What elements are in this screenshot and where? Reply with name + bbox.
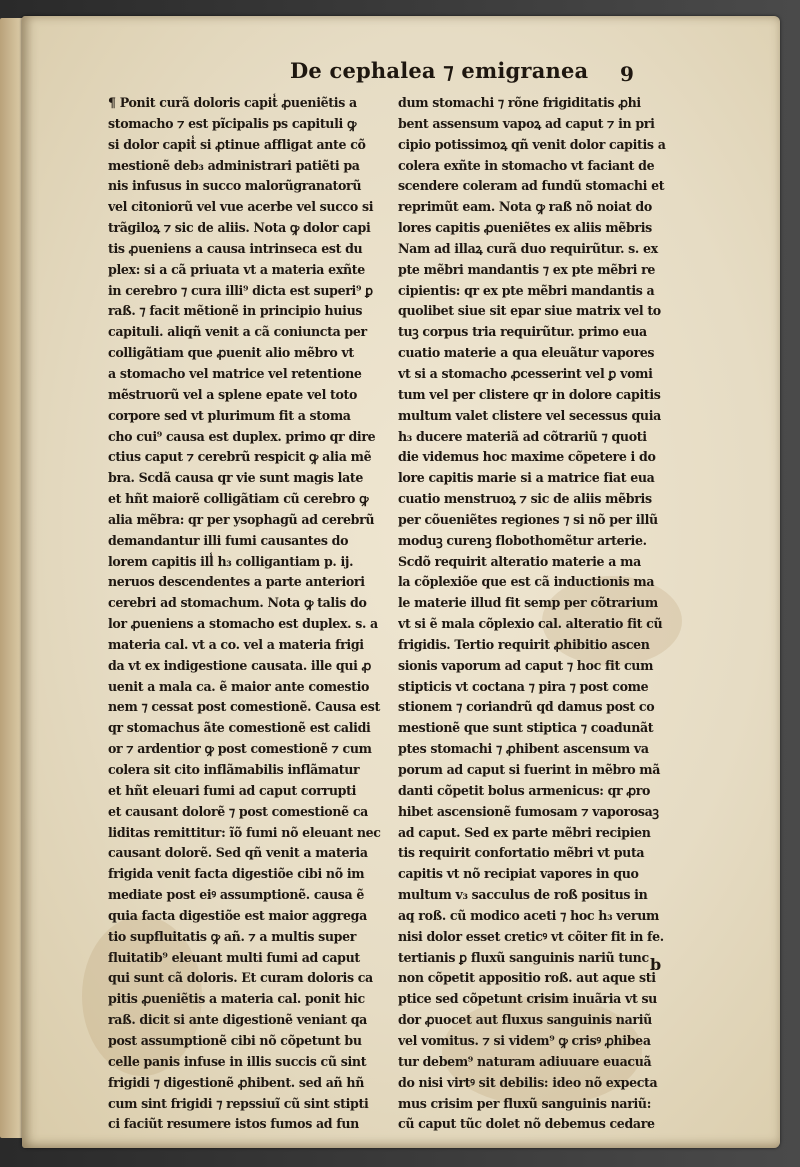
text-line: ptes stomachi ⁊ ꝓhibent ascensum va <box>398 741 649 757</box>
text-line: dor ꝓuocet aut fluxus sanguinis nariũ <box>398 1012 652 1028</box>
text-line: pitis ꝓueniẽtis a materia cal. ponit hic <box>108 991 365 1007</box>
text-line: liditas remittitur: ĩõ fumi nõ eleuant nec <box>108 824 381 840</box>
text-line: colligãtiam que ꝓuenit alio mẽbro vt <box>108 345 354 361</box>
text-line: vt si ẽ mala cõplexio cal. alteratio fit cũ <box>398 616 663 632</box>
text-line: et hñt maiorẽ colligãtiam cũ cerebro ꝙ <box>108 491 369 507</box>
text-line: uenit a mala ca. ẽ maior ante comestio <box>108 678 370 694</box>
text-line: non cõpetit appositio roß. aut aque sti <box>398 970 656 986</box>
text-line: bent assensum vapoꝝ ad caput ⁊ in pri <box>398 115 655 131</box>
text-line: frigidis. Tertio requirit ꝓhibitio ascen <box>398 636 650 652</box>
text-line: nisi dolor esset creticꝰ vt cõiter fit in fe. <box>398 928 664 944</box>
text-line: Nam ad illaꝝ curã duo requirũtur. s. ex <box>398 240 658 256</box>
text-line: die videmus hoc maxime cõpetere i do <box>398 449 656 465</box>
text-line: capituli. aliqñ venit a cã coniuncta per <box>108 324 367 340</box>
text-line: quolibet siue sit epar siue matrix vel to <box>398 303 661 319</box>
text-line: et causant dolorẽ ⁊ post comestionẽ ca <box>108 803 368 819</box>
text-line: stomacho ⁊ est pĩcipalis ps capituli ꝙ <box>108 115 357 131</box>
text-line: reprimũt eam. Nota ꝙ raß nõ noiat do <box>398 199 652 215</box>
text-line: in cerebro ⁊ cura illi⁹ dicta est superi⁹ ꝑ <box>108 282 373 298</box>
text-line: do nisi virtꝰ sit debilis: ideo nõ expecta <box>398 1074 658 1090</box>
text-line: raß. ⁊ facit mẽtionẽ in principio huius <box>108 303 363 319</box>
text-line: Scdõ requirit alteratio materie a ma <box>398 553 641 569</box>
text-line: causant dolorẽ. Sed qñ venit a materia <box>108 845 368 861</box>
text-line: mediate post eiꝰ assumptionẽ. causa ẽ <box>108 887 365 903</box>
text-line: et hñt eleuari fumi ad caput corrupti <box>108 782 357 798</box>
text-line: cũ caput tũc dolet nõ debemus cedare <box>398 1116 655 1132</box>
text-line: post assumptionẽ cibi nõ cõpetunt bu <box>108 1032 362 1048</box>
text-line: tertianis ꝑ fluxũ sanguinis nariũ tunc <box>398 949 649 965</box>
text-line: colera sit cito inflãmabilis inflãmatur <box>108 762 360 777</box>
text-line: ¶ Ponit curã doloris capit̾ ꝓueniẽtis a <box>108 95 357 110</box>
text-line: cum sint frigidi ⁊ repssiuĩ cũ sint stipti <box>108 1095 369 1111</box>
text-line: fluitatib⁹ eleuant multi fumi ad caput <box>108 949 360 965</box>
text-line: cuatio materie a qua eleuãtur vapores <box>398 345 655 361</box>
text-line: capitis vt nõ recipiat vapores in quo <box>398 866 639 882</box>
text-line: ci faciũt resumere istos fumos ad fun <box>108 1116 359 1132</box>
text-line: tio supfluitatis ꝙ añ. ⁊ a multis super <box>108 928 357 944</box>
text-line: nem ⁊ cessat post comestionẽ. Causa est <box>108 699 380 715</box>
text-line: qui sunt cã doloris. Et curam doloris ca <box>108 970 373 986</box>
text-line: la cõplexiõe que est cã inductionis ma <box>398 574 655 590</box>
text-line: bra. Scdã causa qr vie sunt magis late <box>108 470 364 486</box>
text-line: qr stomachus ãte comestionẽ est calidi <box>108 720 371 736</box>
text-line: ad caput. Sed ex parte mẽbri recipien <box>398 824 651 840</box>
text-line: trãgiloꝝ ⁊ sic de aliis. Nota ꝙ dolor capi <box>108 220 371 236</box>
text-line: tis ꝓueniens a causa intrinseca est du <box>108 240 363 256</box>
text-line: cho cui⁹ causa est duplex. primo qr dire <box>108 428 376 444</box>
folio-number: 9 <box>620 62 634 86</box>
text-line: celle panis infuse in illis succis cũ sint <box>108 1053 367 1069</box>
text-line: neruos descendentes a parte anteriori <box>108 574 365 590</box>
text-column-left <box>108 93 390 1135</box>
text-line: cipientis: qr ex pte mẽbri mandantis a <box>398 282 655 298</box>
text-line: lorem capitis ill̾ h₃ colligantiam p. ij. <box>108 553 354 569</box>
text-line: frigidi ⁊ digestionẽ ꝓhibent. sed añ hñ <box>108 1074 365 1090</box>
text-line: colera exñte in stomacho vt faciant de <box>398 157 655 173</box>
text-line: or ⁊ ardentior ꝙ post comestionẽ ⁊ cum <box>108 741 372 757</box>
text-line: pte mẽbri mandantis ⁊ ex pte mẽbri re <box>398 261 656 277</box>
text-line: per cõueniẽtes regiones ⁊ si nõ per illũ <box>398 511 658 527</box>
text-line: cerebri ad stomachum. Nota ꝙ talis do <box>108 595 367 611</box>
text-line: frigida venit facta digestiõe cibi nõ im <box>108 866 365 882</box>
text-line: raß. dicit si ante digestionẽ veniant qa <box>108 1012 367 1028</box>
text-line: scendere coleram ad fundũ stomachi et <box>398 178 665 194</box>
text-line: mẽstruorũ vel a splene epate vel toto <box>108 386 358 402</box>
text-line: ctius caput ⁊ cerebrũ respicit ꝙ alia mẽ <box>108 449 372 465</box>
text-line: ptice sed cõpetunt crisim inuãria vt su <box>398 991 657 1007</box>
text-line: hibet ascensionẽ fumosam ⁊ vaporosaꝫ <box>398 803 659 819</box>
text-line: multum v₃ sacculus de roß positus in <box>398 887 648 903</box>
text-line: cuatio menstruoꝝ ⁊ sic de aliis mẽbris <box>398 491 652 507</box>
text-line: tuꝫ corpus tria requirũtur. primo eua <box>398 324 647 340</box>
text-line: danti cõpetit bolus armenicus: qr ꝓro <box>398 782 651 798</box>
text-line: lore capitis marie si a matrice fiat eua <box>398 470 655 486</box>
text-line: porum ad caput si fuerint in mẽbro mã <box>398 762 661 777</box>
text-line: tum vel per clistere qr in dolore capitis <box>398 386 661 402</box>
text-line: nis infusus in succo malorũgranatorũ <box>108 178 362 194</box>
text-line: vel vomitus. ⁊ si videm⁹ ꝙ crisꝰ ꝓhibea <box>398 1032 651 1048</box>
text-line: tur debem⁹ naturam adiuuare euacuã <box>398 1053 652 1069</box>
running-head: De cephalea ⁊ emigranea <box>290 58 589 83</box>
text-line: stionem ⁊ coriandrũ qd damus post co <box>398 699 655 715</box>
text-line: aq roß. cũ modico aceti ⁊ hoc h₃ verum <box>398 907 659 923</box>
text-line: sionis vaporum ad caput ⁊ hoc fit cum <box>398 657 654 673</box>
text-line: stipticis vt coctana ⁊ pira ⁊ post come <box>398 678 649 694</box>
text-line: demandantur illi fumi causantes do <box>108 532 349 548</box>
text-line: mus crisim per fluxũ sanguinis nariũ: <box>398 1095 652 1111</box>
text-line: vt si a stomacho ꝓcesserint vel ꝑ vomi <box>398 365 653 381</box>
text-line: alia mẽbra: qr per ysophagũ ad cerebrũ <box>108 511 375 527</box>
text-column-right <box>398 93 684 1135</box>
text-line: le materie illud fit semp per cõtrarium <box>398 595 658 611</box>
text-line: h₃ ducere materiã ad cõtrariũ ⁊ quoti <box>398 428 647 444</box>
signature-mark: b <box>650 955 662 974</box>
text-line: plex: si a cã priuata vt a materia exñte <box>108 261 365 277</box>
text-line: mestionẽ deb₃ administrari patiẽti pa <box>108 157 360 173</box>
text-line: si dolor capit̾ si ꝓtinue affligat ante cõ <box>108 136 366 152</box>
text-line: mestionẽ que sunt stiptica ⁊ coadunãt <box>398 720 654 736</box>
text-line: lor ꝓueniens a stomacho est duplex. s. a <box>108 616 378 632</box>
text-line: materia cal. vt a co. vel a materia frigi <box>108 636 364 652</box>
text-line: moduꝫ curenꝫ flobothomẽtur arterie. <box>398 532 647 548</box>
text-line: corpore sed vt plurimum fit a stoma <box>108 407 351 423</box>
text-line: a stomacho vel matrice vel retentione <box>108 365 362 381</box>
text-line: quia facta digestiõe est maior aggrega <box>108 907 367 923</box>
text-line: tis requirit confortatio mẽbri vt puta <box>398 845 645 861</box>
text-line: da vt ex indigestione causata. ille qui ꝓ <box>108 657 372 673</box>
text-line: cipio potissimoꝝ qñ venit dolor capitis a <box>398 136 666 152</box>
text-line: vel citoniorũ vel vue acerbe vel succo si <box>108 199 374 215</box>
text-line: lores capitis ꝓueniẽtes ex aliis mẽbris <box>398 220 652 236</box>
text-line: dum stomachi ⁊ rõne frigiditatis ꝓhi <box>398 95 641 110</box>
text-line: multum valet clistere vel secessus quia <box>398 407 661 423</box>
